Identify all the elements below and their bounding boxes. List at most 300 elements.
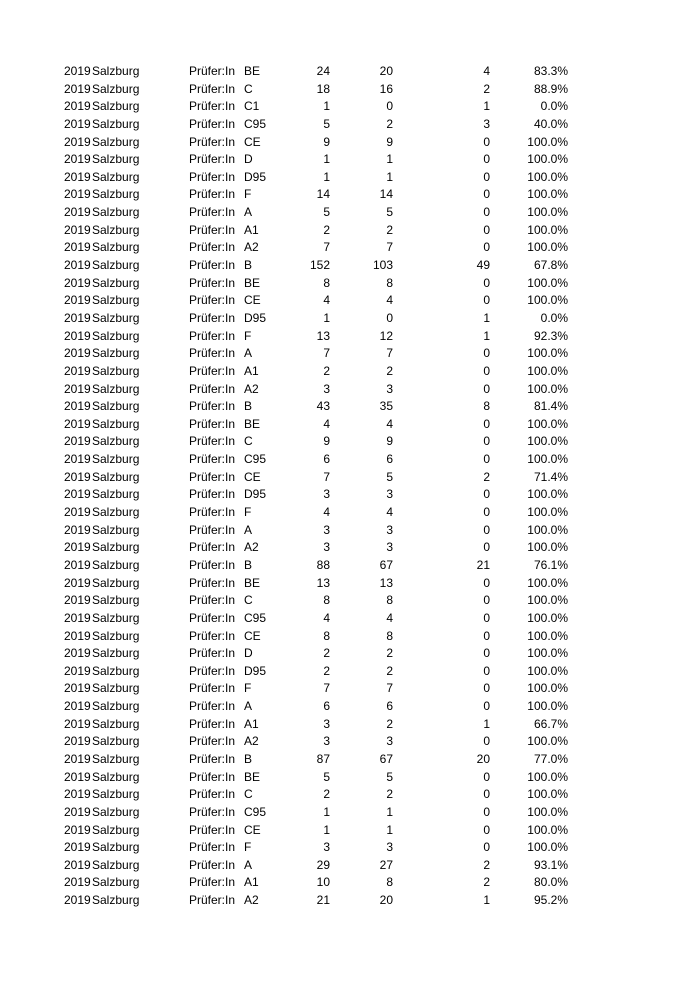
license-class-cell: A2 — [244, 240, 259, 255]
pass-rate-cell: 100.0% — [527, 822, 568, 837]
location-cell: Salzburg — [92, 681, 140, 696]
year-cell: 2019 — [64, 310, 91, 325]
failed-count-cell: 0 — [483, 646, 490, 661]
total-count-cell: 5 — [323, 116, 330, 131]
total-count-cell: 8 — [323, 628, 330, 643]
license-class-cell: C95 — [244, 610, 267, 625]
examiner-cell: Prüfer:In — [189, 134, 236, 149]
location-cell: Salzburg — [92, 152, 140, 167]
total-count-cell: 2 — [323, 787, 330, 802]
total-count-cell: 43 — [316, 399, 330, 414]
table-row — [0, 186, 700, 204]
passed-count-cell: 0 — [386, 310, 393, 325]
year-cell: 2019 — [64, 275, 91, 290]
year-cell: 2019 — [64, 258, 91, 273]
pass-rate-cell: 81.4% — [533, 399, 568, 414]
location-cell: Salzburg — [92, 557, 140, 572]
table-row — [0, 522, 700, 540]
failed-count-cell: 0 — [483, 134, 490, 149]
examiner-cell: Prüfer:In — [189, 434, 236, 449]
location-cell: Salzburg — [92, 663, 140, 678]
license-class-cell: A1 — [244, 363, 259, 378]
passed-count-cell: 35 — [379, 399, 393, 414]
table-row — [0, 381, 700, 399]
year-cell: 2019 — [64, 346, 91, 361]
passed-count-cell: 2 — [386, 646, 393, 661]
pass-rate-cell: 92.3% — [533, 328, 568, 343]
year-cell: 2019 — [64, 593, 91, 608]
pass-rate-cell: 100.0% — [527, 804, 568, 819]
license-class-cell: F — [244, 505, 252, 520]
year-cell: 2019 — [64, 434, 91, 449]
license-class-cell: F — [244, 840, 252, 855]
examiner-cell: Prüfer:In — [189, 628, 236, 643]
pass-rate-cell: 40.0% — [533, 116, 568, 131]
total-count-cell: 21 — [316, 893, 330, 908]
table-row — [0, 204, 700, 222]
total-count-cell: 13 — [316, 575, 330, 590]
total-count-cell: 9 — [323, 134, 330, 149]
pass-rate-cell: 100.0% — [527, 699, 568, 714]
total-count-cell: 1 — [323, 152, 330, 167]
total-count-cell: 14 — [316, 187, 330, 202]
examiner-cell: Prüfer:In — [189, 822, 236, 837]
year-cell: 2019 — [64, 205, 91, 220]
passed-count-cell: 0 — [386, 99, 393, 114]
license-class-cell: C95 — [244, 452, 267, 467]
license-class-cell: A2 — [244, 381, 259, 396]
passed-count-cell: 27 — [379, 857, 393, 872]
failed-count-cell: 0 — [483, 275, 490, 290]
examiner-cell: Prüfer:In — [189, 328, 236, 343]
table-row — [0, 822, 700, 840]
license-class-cell: C1 — [244, 99, 260, 114]
examiner-cell: Prüfer:In — [189, 734, 236, 749]
location-cell: Salzburg — [92, 346, 140, 361]
total-count-cell: 152 — [309, 258, 330, 273]
examiner-cell: Prüfer:In — [189, 610, 236, 625]
license-class-cell: D — [244, 152, 253, 167]
examiner-cell: Prüfer:In — [189, 875, 236, 890]
failed-count-cell: 0 — [483, 487, 490, 502]
passed-count-cell: 8 — [386, 875, 393, 890]
passed-count-cell: 5 — [386, 469, 393, 484]
license-class-cell: D95 — [244, 310, 267, 325]
table-row — [0, 328, 700, 346]
table-row — [0, 398, 700, 416]
failed-count-cell: 0 — [483, 240, 490, 255]
location-cell: Salzburg — [92, 505, 140, 520]
location-cell: Salzburg — [92, 293, 140, 308]
examiner-cell: Prüfer:In — [189, 557, 236, 572]
year-cell: 2019 — [64, 734, 91, 749]
examiner-cell: Prüfer:In — [189, 363, 236, 378]
examiner-cell: Prüfer:In — [189, 258, 236, 273]
passed-count-cell: 3 — [386, 734, 393, 749]
pass-rate-cell: 100.0% — [527, 628, 568, 643]
total-count-cell: 7 — [323, 469, 330, 484]
year-cell: 2019 — [64, 416, 91, 431]
total-count-cell: 3 — [323, 522, 330, 537]
examiner-cell: Prüfer:In — [189, 699, 236, 714]
location-cell: Salzburg — [92, 840, 140, 855]
failed-count-cell: 2 — [483, 81, 490, 96]
passed-count-cell: 3 — [386, 381, 393, 396]
license-class-cell: C — [244, 434, 253, 449]
table-row — [0, 116, 700, 134]
license-class-cell: C95 — [244, 116, 267, 131]
total-count-cell: 8 — [323, 593, 330, 608]
pass-rate-cell: 100.0% — [527, 134, 568, 149]
examiner-cell: Prüfer:In — [189, 240, 236, 255]
examiner-cell: Prüfer:In — [189, 716, 236, 731]
failed-count-cell: 49 — [476, 258, 490, 273]
failed-count-cell: 2 — [483, 469, 490, 484]
location-cell: Salzburg — [92, 328, 140, 343]
total-count-cell: 4 — [323, 505, 330, 520]
failed-count-cell: 0 — [483, 540, 490, 555]
examiner-cell: Prüfer:In — [189, 116, 236, 131]
total-count-cell: 2 — [323, 663, 330, 678]
location-cell: Salzburg — [92, 787, 140, 802]
pass-rate-cell: 100.0% — [527, 205, 568, 220]
total-count-cell: 2 — [323, 222, 330, 237]
year-cell: 2019 — [64, 804, 91, 819]
license-class-cell: A1 — [244, 875, 259, 890]
examiner-cell: Prüfer:In — [189, 663, 236, 678]
location-cell: Salzburg — [92, 540, 140, 555]
failed-count-cell: 0 — [483, 434, 490, 449]
license-class-cell: F — [244, 187, 252, 202]
failed-count-cell: 0 — [483, 699, 490, 714]
license-class-cell: A2 — [244, 540, 259, 555]
total-count-cell: 13 — [316, 328, 330, 343]
location-cell: Salzburg — [92, 822, 140, 837]
total-count-cell: 7 — [323, 240, 330, 255]
location-cell: Salzburg — [92, 628, 140, 643]
license-class-cell: B — [244, 258, 253, 273]
location-cell: Salzburg — [92, 804, 140, 819]
license-class-cell: D95 — [244, 663, 267, 678]
license-class-cell: A1 — [244, 222, 259, 237]
table-row — [0, 874, 700, 892]
pass-rate-cell: 66.7% — [533, 716, 568, 731]
total-count-cell: 10 — [316, 875, 330, 890]
license-class-cell: BE — [244, 416, 261, 431]
failed-count-cell: 21 — [476, 557, 490, 572]
pass-rate-cell: 100.0% — [527, 187, 568, 202]
table-row — [0, 539, 700, 557]
examiner-cell: Prüfer:In — [189, 505, 236, 520]
failed-count-cell: 0 — [483, 381, 490, 396]
table-row — [0, 716, 700, 734]
passed-count-cell: 9 — [386, 134, 393, 149]
table-row — [0, 610, 700, 628]
passed-count-cell: 3 — [386, 840, 393, 855]
year-cell: 2019 — [64, 875, 91, 890]
failed-count-cell: 0 — [483, 804, 490, 819]
total-count-cell: 6 — [323, 699, 330, 714]
total-count-cell: 4 — [323, 293, 330, 308]
location-cell: Salzburg — [92, 769, 140, 784]
failed-count-cell: 0 — [483, 787, 490, 802]
location-cell: Salzburg — [92, 275, 140, 290]
location-cell: Salzburg — [92, 522, 140, 537]
year-cell: 2019 — [64, 557, 91, 572]
location-cell: Salzburg — [92, 169, 140, 184]
license-class-cell: A — [244, 522, 253, 537]
year-cell: 2019 — [64, 610, 91, 625]
failed-count-cell: 0 — [483, 610, 490, 625]
total-count-cell: 1 — [323, 804, 330, 819]
pass-rate-cell: 100.0% — [527, 452, 568, 467]
year-cell: 2019 — [64, 487, 91, 502]
passed-count-cell: 1 — [386, 804, 393, 819]
passed-count-cell: 20 — [379, 893, 393, 908]
failed-count-cell: 0 — [483, 734, 490, 749]
total-count-cell: 1 — [323, 822, 330, 837]
table-row — [0, 839, 700, 857]
passed-count-cell: 2 — [386, 363, 393, 378]
pass-rate-cell: 100.0% — [527, 416, 568, 431]
year-cell: 2019 — [64, 64, 91, 78]
location-cell: Salzburg — [92, 646, 140, 661]
examiner-cell: Prüfer:In — [189, 310, 236, 325]
examiner-cell: Prüfer:In — [189, 787, 236, 802]
table-row — [0, 257, 700, 275]
total-count-cell: 6 — [323, 452, 330, 467]
pass-rate-cell: 100.0% — [527, 522, 568, 537]
table-row — [0, 733, 700, 751]
passed-count-cell: 12 — [379, 328, 393, 343]
location-cell: Salzburg — [92, 593, 140, 608]
total-count-cell: 2 — [323, 363, 330, 378]
table-row — [0, 751, 700, 769]
total-count-cell: 1 — [323, 99, 330, 114]
table-row — [0, 804, 700, 822]
examiner-cell: Prüfer:In — [189, 857, 236, 872]
license-class-cell: C — [244, 81, 253, 96]
table-body — [0, 63, 700, 910]
pass-rate-cell: 100.0% — [527, 769, 568, 784]
pass-rate-cell: 93.1% — [533, 857, 568, 872]
year-cell: 2019 — [64, 893, 91, 908]
year-cell: 2019 — [64, 787, 91, 802]
failed-count-cell: 0 — [483, 575, 490, 590]
table-row — [0, 310, 700, 328]
total-count-cell: 3 — [323, 381, 330, 396]
table-row — [0, 363, 700, 381]
table-row — [0, 292, 700, 310]
examiner-cell: Prüfer:In — [189, 646, 236, 661]
total-count-cell: 3 — [323, 716, 330, 731]
failed-count-cell: 0 — [483, 505, 490, 520]
examiner-cell: Prüfer:In — [189, 681, 236, 696]
failed-count-cell: 0 — [483, 222, 490, 237]
location-cell: Salzburg — [92, 116, 140, 131]
location-cell: Salzburg — [92, 734, 140, 749]
examiner-cell: Prüfer:In — [189, 452, 236, 467]
year-cell: 2019 — [64, 769, 91, 784]
table-row — [0, 557, 700, 575]
passed-count-cell: 4 — [386, 416, 393, 431]
total-count-cell: 87 — [316, 751, 330, 766]
location-cell: Salzburg — [92, 434, 140, 449]
failed-count-cell: 2 — [483, 857, 490, 872]
failed-count-cell: 0 — [483, 663, 490, 678]
pass-rate-cell: 100.0% — [527, 346, 568, 361]
examiner-cell: Prüfer:In — [189, 540, 236, 555]
license-class-cell: A2 — [244, 893, 259, 908]
total-count-cell: 7 — [323, 346, 330, 361]
examiner-cell: Prüfer:In — [189, 99, 236, 114]
passed-count-cell: 14 — [379, 187, 393, 202]
license-class-cell: D95 — [244, 487, 267, 502]
passed-count-cell: 7 — [386, 240, 393, 255]
license-class-cell: D — [244, 646, 253, 661]
examiner-cell: Prüfer:In — [189, 152, 236, 167]
passed-count-cell: 3 — [386, 540, 393, 555]
license-class-cell: B — [244, 399, 253, 414]
license-class-cell: CE — [244, 628, 261, 643]
location-cell: Salzburg — [92, 205, 140, 220]
location-cell: Salzburg — [92, 469, 140, 484]
table-row — [0, 857, 700, 875]
table-row — [0, 416, 700, 434]
examiner-cell: Prüfer:In — [189, 64, 236, 78]
location-cell: Salzburg — [92, 893, 140, 908]
location-cell: Salzburg — [92, 64, 140, 78]
license-class-cell: CE — [244, 293, 261, 308]
passed-count-cell: 1 — [386, 822, 393, 837]
license-class-cell: BE — [244, 64, 261, 78]
license-class-cell: BE — [244, 275, 261, 290]
pass-rate-cell: 100.0% — [527, 840, 568, 855]
year-cell: 2019 — [64, 328, 91, 343]
table-row — [0, 239, 700, 257]
total-count-cell: 2 — [323, 646, 330, 661]
examiner-cell: Prüfer:In — [189, 293, 236, 308]
pass-rate-cell: 100.0% — [527, 505, 568, 520]
year-cell: 2019 — [64, 857, 91, 872]
examiner-cell: Prüfer:In — [189, 487, 236, 502]
data-table — [0, 63, 700, 910]
pass-rate-cell: 88.9% — [533, 81, 568, 96]
failed-count-cell: 0 — [483, 769, 490, 784]
examiner-cell: Prüfer:In — [189, 416, 236, 431]
failed-count-cell: 0 — [483, 363, 490, 378]
location-cell: Salzburg — [92, 452, 140, 467]
passed-count-cell: 3 — [386, 487, 393, 502]
examiner-cell: Prüfer:In — [189, 593, 236, 608]
pass-rate-cell: 100.0% — [527, 787, 568, 802]
passed-count-cell: 6 — [386, 452, 393, 467]
year-cell: 2019 — [64, 469, 91, 484]
total-count-cell: 24 — [316, 64, 330, 78]
failed-count-cell: 4 — [483, 64, 490, 78]
license-class-cell: CE — [244, 822, 261, 837]
total-count-cell: 3 — [323, 840, 330, 855]
table-row — [0, 680, 700, 698]
year-cell: 2019 — [64, 822, 91, 837]
license-class-cell: F — [244, 328, 252, 343]
total-count-cell: 4 — [323, 416, 330, 431]
license-class-cell: B — [244, 751, 253, 766]
table-row — [0, 134, 700, 152]
location-cell: Salzburg — [92, 310, 140, 325]
passed-count-cell: 103 — [372, 258, 393, 273]
license-class-cell: B — [244, 557, 253, 572]
license-class-cell: C95 — [244, 804, 267, 819]
failed-count-cell: 0 — [483, 293, 490, 308]
year-cell: 2019 — [64, 646, 91, 661]
total-count-cell: 8 — [323, 275, 330, 290]
license-class-cell: BE — [244, 575, 261, 590]
pass-rate-cell: 67.8% — [533, 258, 568, 273]
license-class-cell: A — [244, 205, 253, 220]
passed-count-cell: 9 — [386, 434, 393, 449]
pass-rate-cell: 100.0% — [527, 575, 568, 590]
location-cell: Salzburg — [92, 258, 140, 273]
passed-count-cell: 2 — [386, 787, 393, 802]
pass-rate-cell: 100.0% — [527, 363, 568, 378]
examiner-cell: Prüfer:In — [189, 346, 236, 361]
failed-count-cell: 0 — [483, 152, 490, 167]
license-class-cell: D95 — [244, 169, 267, 184]
failed-count-cell: 0 — [483, 593, 490, 608]
year-cell: 2019 — [64, 540, 91, 555]
examiner-cell: Prüfer:In — [189, 893, 236, 908]
table-row — [0, 575, 700, 593]
year-cell: 2019 — [64, 116, 91, 131]
passed-count-cell: 8 — [386, 628, 393, 643]
year-cell: 2019 — [64, 751, 91, 766]
location-cell: Salzburg — [92, 875, 140, 890]
table-row — [0, 486, 700, 504]
table-row — [0, 151, 700, 169]
failed-count-cell: 1 — [483, 716, 490, 731]
location-cell: Salzburg — [92, 363, 140, 378]
location-cell: Salzburg — [92, 716, 140, 731]
location-cell: Salzburg — [92, 81, 140, 96]
license-class-cell: C — [244, 787, 253, 802]
total-count-cell: 88 — [316, 557, 330, 572]
table-row — [0, 63, 700, 81]
location-cell: Salzburg — [92, 134, 140, 149]
pass-rate-cell: 100.0% — [527, 610, 568, 625]
location-cell: Salzburg — [92, 416, 140, 431]
year-cell: 2019 — [64, 363, 91, 378]
examiner-cell: Prüfer:In — [189, 751, 236, 766]
pass-rate-cell: 0.0% — [540, 99, 568, 114]
year-cell: 2019 — [64, 293, 91, 308]
year-cell: 2019 — [64, 399, 91, 414]
year-cell: 2019 — [64, 522, 91, 537]
total-count-cell: 3 — [323, 487, 330, 502]
pass-rate-cell: 100.0% — [527, 434, 568, 449]
passed-count-cell: 5 — [386, 769, 393, 784]
table-row — [0, 786, 700, 804]
passed-count-cell: 2 — [386, 116, 393, 131]
pass-rate-cell: 100.0% — [527, 240, 568, 255]
license-class-cell: A — [244, 346, 253, 361]
examiner-cell: Prüfer:In — [189, 399, 236, 414]
table-row — [0, 698, 700, 716]
failed-count-cell: 0 — [483, 628, 490, 643]
pass-rate-cell: 83.3% — [533, 64, 568, 78]
passed-count-cell: 20 — [379, 64, 393, 78]
examiner-cell: Prüfer:In — [189, 187, 236, 202]
